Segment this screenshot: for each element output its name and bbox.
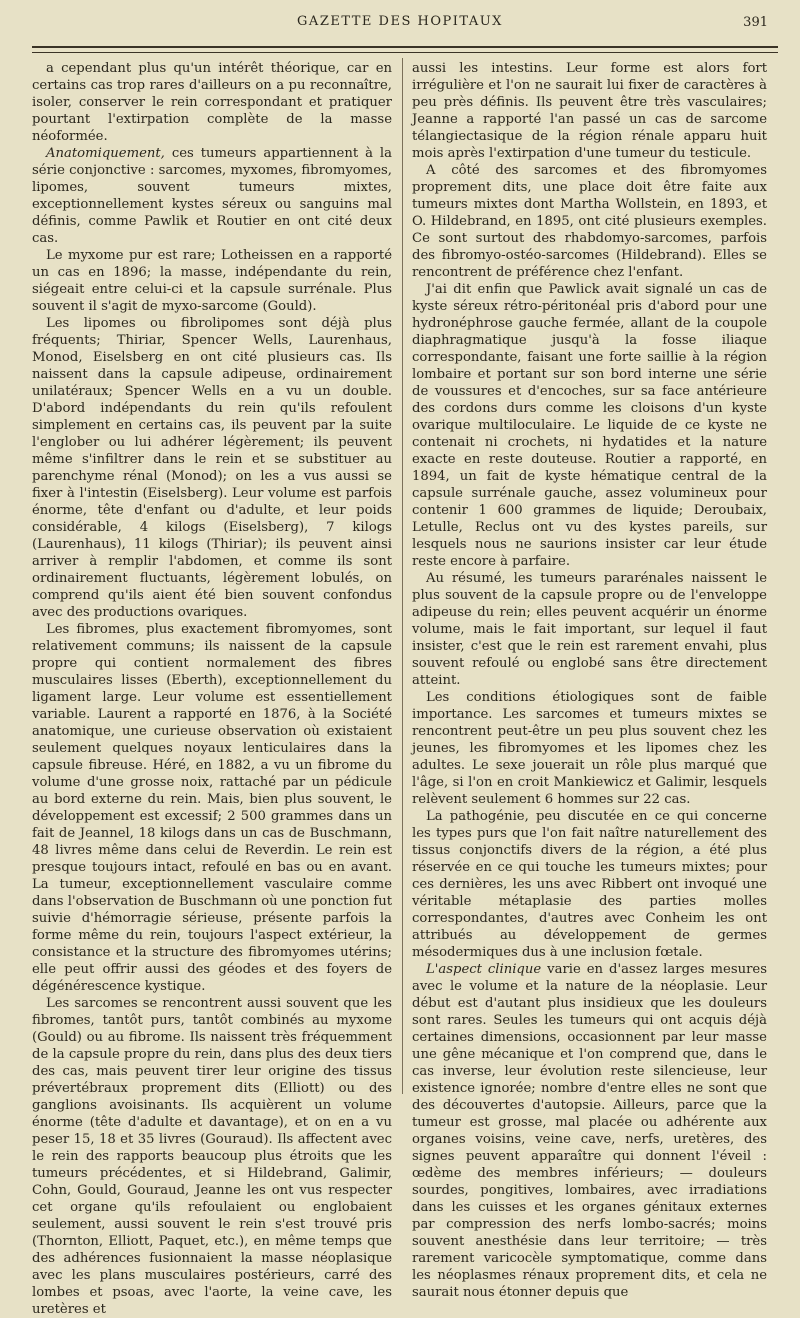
paragraph [412, 281, 767, 570]
paragraph [32, 995, 392, 1318]
page-number: 391 [743, 15, 768, 30]
paragraph [412, 162, 767, 281]
paragraph-lead: L'aspect clinique [426, 962, 542, 977]
right-column [412, 60, 767, 1300]
left-column [32, 60, 392, 1317]
paragraph-text: Le myxome pur est rare; Lotheissen en a rapporté un cas en 1896; la masse, indépendante du rein, siégeait entre celui-ci et la capsule surrénale. Plus souvent il s'agit de myxo-sarcome (Gould). [32, 248, 392, 314]
paragraph [412, 570, 767, 689]
paragraph-text: La pathogénie, peu discutée en ce qui concerne les types purs que l'on fait naître naturellement des tissus conjonctifs divers de la région, a été plus réservée en ce qui touche les tumeurs mixtes; pour ces dernières, les uns avec Ribbert ont invoqué une véritable métaplasie des parties molles correspondantes, d'autres avec Conheim les ont attribués au développement de germes mésodermiques dus à une inclusion fœtale. [412, 809, 767, 960]
paragraph-text: Les fibromes, plus exactement fibromyomes, sont relativement communs; ils naissent de la capsule propre qui contient normalement des fibres musculaires lisses (Eberth), exceptionnellement du ligament large. Leur volume est essentiellement variable. Laurent a rapporté en 1876, à la Société anatomique, une curieuse observation où existaient seulement quelques noyaux lenticulaires dans la capsule fibreuse. Héré, en 1882, a vu un fibrome du volume d'une grosse noix, rattaché par un pédicule au bord externe du rein. Mais, bien plus souvent, le développement est excessif; 2 500 grammes dans un fait de Jeannel, 18 kilogs dans un cas de Buschmann, 48 livres même dans celui de Reverdin. Le rein est presque toujours intact, refoulé en bas ou en avant. La tumeur, exceptionnellement vasculaire comme dans l'observation de Buschmann où une ponction fut suivie d'hémorragie sérieuse, présente parfois la forme même du rein, toujours l'aspect extérieur, la consistance et la structure des fibromyomes utérins; elle peut offrir aussi des géodes et des foyers de dégénérescence kystique. [32, 622, 392, 994]
paragraph [412, 689, 767, 808]
paragraph [32, 621, 392, 995]
column-divider [402, 58, 403, 1094]
paragraph-text: Au résumé, les tumeurs pararénales naissent le plus souvent de la capsule propre ou de l'enveloppe adipeuse du rein; elles peuvent acquérir un énorme volume, mais le fait important, sur lequel il faut insister, c'est que le rein est rarement envahi, plus souvent refoulé ou englobé sans être directement atteint. [412, 571, 767, 688]
paragraph-text: Les sarcomes se rencontrent aussi souvent que les fibromes, tantôt purs, tantôt combinés au myxome (Gould) ou au fibrome. Ils naissent très fréquemment de la capsule propre du rein, dans plus des deux tiers des cas, mais peuvent tirer leur origine des tissus prévertébraux proprement dits (Elliott) ou des ganglions avoisinants. Ils acquièrent un volume énorme (tête d'adulte et davantage), et on en a vu peser 15, 18 et 35 livres (Gouraud). Ils affectent avec le rein des rapports beaucoup plus étroits que les tumeurs précédentes, et si Hildebrand, Galimir, Cohn, Gould, Gouraud, Jeanne les ont vus respecter cet organe qu'ils refoulaient ou englobaient seulement, aussi souvent le rein s'est trouvé pris (Thornton, Elliott, Paquet, etc.), en même temps que des adhérences fusionnaient la masse néoplasique avec les plans musculaires postérieurs, carré des lombes et psoas, avec l'aorte, la veine cave, les uretères et [32, 996, 392, 1317]
paragraph-text: ces tumeurs appartiennent à la série conjonctive : sarcomes, myxomes, fibromyomes, lipomes, souvent tumeurs mixtes, exceptionnellement kystes séreux ou sanguins mal définis, comme Pawlik et Routier en ont cité deux cas. [32, 146, 392, 246]
paragraph [412, 961, 767, 1301]
paragraph-text: Les conditions étiologiques sont de faible importance. Les sarcomes et tumeurs mixtes se rencontrent peut-être un peu plus souvent chez les jeunes, les fibromyomes et les lipomes chez les adultes. Le sexe jouerait un rôle plus marqué que l'âge, si l'on en croit Mankiewicz et Galimir, lesquels relèvent seulement 6 hommes sur 22 cas. [412, 690, 767, 807]
paragraph-text: aussi les intestins. Leur forme est alors fort irrégulière et l'on ne saurait lui fixer de caractères à peu près définis. Ils peuvent être très vasculaires; Jeanne a rapporté l'an passé un cas de sarcome télangiectasique de la région rénale apparu huit mois après l'extirpation d'une tumeur du testicule. [412, 61, 767, 161]
paragraph [412, 808, 767, 961]
paragraph [32, 145, 392, 247]
paragraph-text: J'ai dit enfin que Pawlick avait signalé un cas de kyste séreux rétro-péritonéal pris d'abord pour une hydronéphrose gauche fermée, allant de la coupole diaphragmatique jusqu'à la fosse iliaque correspondante, faisant une forte saillie à la région lombaire et portant sur son bord interne une série de voussures et d'encoches, sur sa face antérieure des cordons durs comme les cloisons d'un kyste ovarique multiloculaire. Le liquide de ce kyste ne contenait ni crochets, ni hydatides et la nature exacte en reste douteuse. Routier a rapporté, en 1894, un fait de kyste hématique central de la capsule surrénale gauche, assez volumineux pour contenir 1 600 grammes de liquide; Deroubaix, Letulle, Reclus ont vu des kystes pareils, sur lesquels nous ne saurions insister car leur étude reste encore à parfaire. [412, 282, 767, 569]
paragraph-text: a cependant plus qu'un intérêt théorique, car en certains cas trop rares d'ailleurs on a pu reconnaître, isoler, conserver le rein correspondant et pratiquer pourtant l'extirpation complète de la masse néoformée. [32, 61, 392, 144]
paragraph [32, 315, 392, 621]
paragraph [412, 60, 767, 162]
paragraph-text: A côté des sarcomes et des fibromyomes proprement dits, une place doit être faite aux tumeurs mixtes dont Martha Wollstein, en 1893, et O. Hildebrand, en 1895, ont cité plusieurs exemples. Ce sont surtout des rhabdomyo-sarcomes, parfois des fibromyo-ostéo-sarcomes (Hildebrand). Elles se rencontrent de préférence chez l'enfant. [412, 163, 767, 280]
paragraph-text: Les lipomes ou fibrolipomes sont déjà plus fréquents; Thiriar, Spencer Wells, Laurenhaus, Monod, Eiselsberg en ont cité plusieurs cas. Ils naissent dans la capsule adipeuse, ordinairement unilatéraux; Spencer Wells en a vu un double. D'abord indépendants du rein qu'ils refoulent simplement en certains cas, ils peuvent par la suite l'englober ou lui adhérer légèrement; ils peuvent même s'infiltrer dans le rein et se substituer au parenchyme rénal (Monod); on les a vus aussi se fixer à l'intestin (Eiselsberg). Leur volume est parfois énorme, tête d'enfant ou d'adulte, et leur poids considérable, 4 kilogs (Eiselsberg), 7 kilogs (Laurenhaus), 11 kilogs (Thiriar); ils peuvent ainsi arriver à remplir l'abdomen, et comme ils sont ordinairement fluctuants, légèrement lobulés, on comprend qu'ils aient été bien souvent confondus avec des productions ovariques. [32, 316, 392, 620]
header-rule-thick [32, 46, 778, 48]
paragraph-text: varie en d'assez larges mesures avec le volume et la nature de la néoplasie. Leur début est d'autant plus insidieux que les douleurs sont rares. Seules les tumeurs qui ont acquis déjà certaines dimensions, occasionnent par leur masse une gêne mécanique et l'on comprend que, dans le cas inverse, leur évolution reste silencieuse, leur existence ignorée; nombre d'entre elles ne sont que des découvertes d'autopsie. Ailleurs, parce que la tumeur est grosse, mal placée ou adhérente aux organes voisins, veine cave, nerfs, uretères, des signes peuvent apparaître qui donnent l'éveil : œdème des membres inférieurs; — douleurs sourdes, pongitives, lombaires, avec irradiations dans les cuisses et les organes génitaux externes par compression des nerfs lombo-sacrés; moins souvent anesthésie dans leur territoire; — très rarement varicocèle symptomatique, comme dans les néoplasmes rénaux proprement dits, et cela ne saurait nous étonner depuis que [412, 962, 767, 1300]
paragraph [32, 60, 392, 145]
running-header [0, 14, 800, 36]
header-rule-thin [32, 52, 778, 53]
journal-title: GAZETTE DES HOPITAUX [297, 14, 503, 29]
paragraph [32, 247, 392, 315]
paragraph-lead: Anatomiquement, [46, 146, 165, 161]
